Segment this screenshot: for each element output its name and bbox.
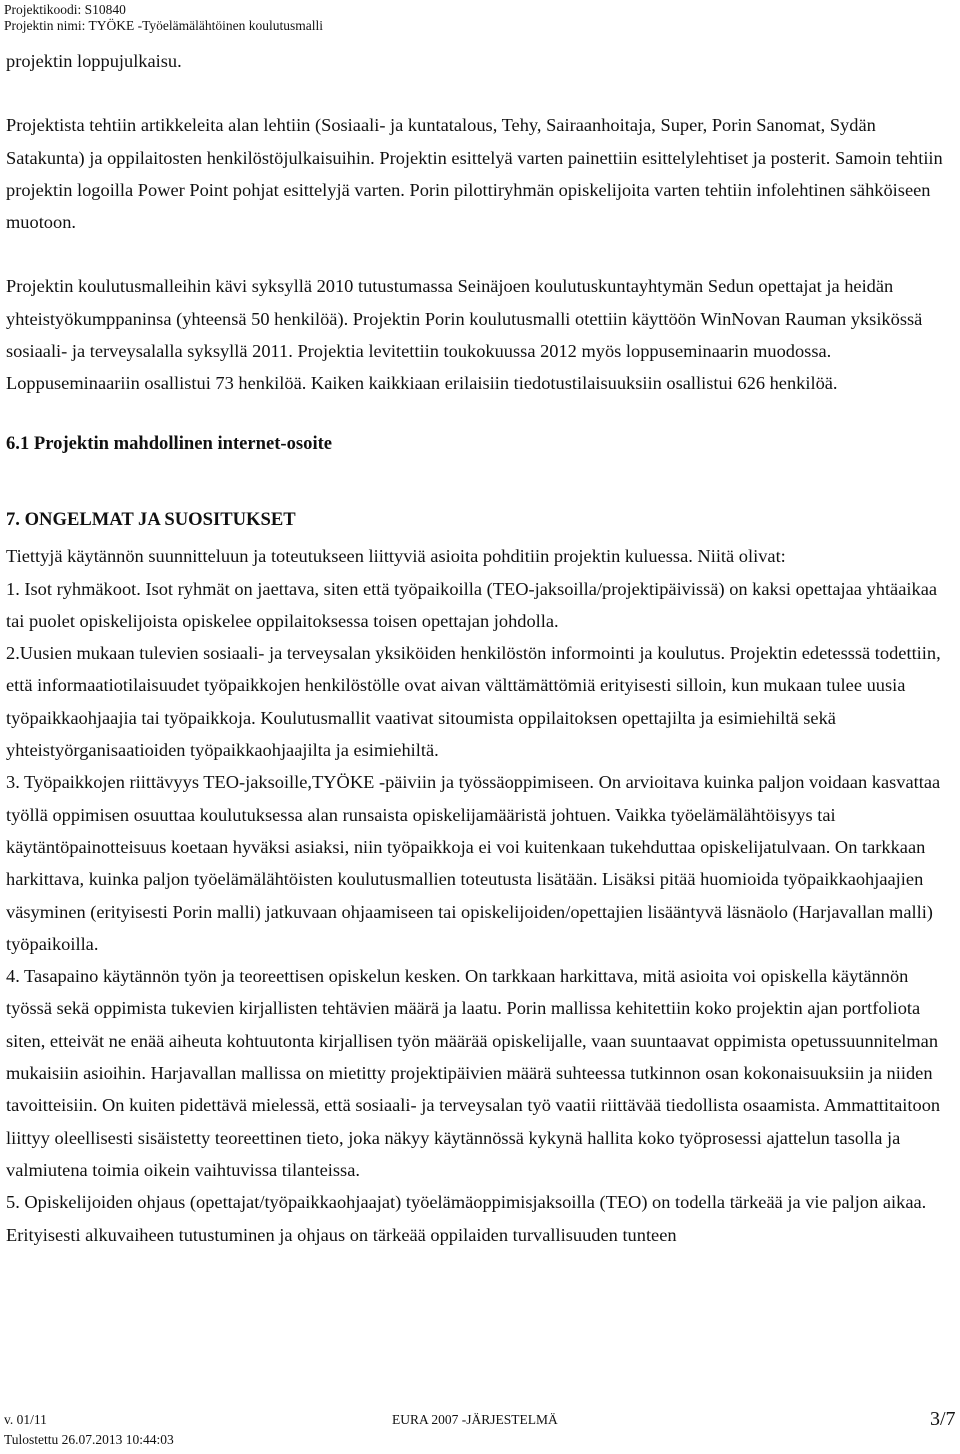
footer-printed-timestamp: Tulostettu 26.07.2013 10:44:03 (4, 1432, 174, 1447)
training-paragraph: Projektin koulutusmalleihin kävi syksyllä 2010 tutustumassa Seinäjoen koulutuskuntayhtymän Sedun opettajat ja heidän yhteistyökumppaninsa (yhteensä 50 henkilöä). Projektin Porin koulutusmalli otettiin käyttöön WinNovan Rauman yksikössä sosiaali- ja terveysalalla syksyllä 2011. Projektia levitettiin toukokuussa 2012 myös loppuseminaarin muodossa. Loppuseminaariin osallistui 73 henkilöä. Kaiken kaikkiaan erilaisiin tiedotustilaisuuksiin osallistui 626 henkilöä. (6, 276, 923, 394)
problem-item-4: 4. Tasapaino käytännön työn ja teoreettisen opiskelun kesken. On tarkkaan harkittava, mitä asioita voi opiskella käytännön työssä sekä oppimista tukevien kirjallisten tehtävien määrä ja laatu. Porin mallissa kehitettiin koko projektin ajan portfoliota siten, etteivät ne enää aiheuta kohtuutonta kirjallisen työn määrää opiskelijalle, vaan suuntaavat oppimista opetussuunnitelman mukaisiin asioihin. Harjavallan mallissa on mietitty projektipäivien määrä suhteessa tutkinnon osan kokonaisuuksiin ja niiden tavoitteisiin. On kuiten pidettävä mielessä, että sosiaali- ja terveysalan työ vaatii riittävää tiedollista osaamista. Ammattitaitoon liittyy oleellisesti sisäistetty teoreettinen tieto, joka näkyy käytännössä kykynä hallita koko työprosessi ajattelun tasolla ja valmiutena toimia oikein vaihtuvissa tilanteissa. (6, 966, 941, 1180)
footer-version: v. 01/11 (4, 1412, 47, 1427)
footer-system-name: EURA 2007 -JÄRJESTELMÄ (392, 1412, 558, 1427)
articles-paragraph: Projektista tehtiin artikkeleita alan lehtiin (Sosiaali- ja kuntatalous, Tehy, Sairaanhoitaja, Super, Porin Sanomat, Sydän Satakunta) ja oppilaitosten henkilöstöjulkaisuihin. Projektin esittelyä varten painettiin esittelylehtiset ja posterit. Samoin tehtiin projektin logoilla Power Point pohjat esittelyjä varten. Porin pilottiryhmän opiskelijoita varten tehtiin infolehtinen sähköiseen muotoon. (6, 115, 943, 233)
page-footer (0, 1408, 960, 1454)
project-name: Projektin nimi: TYÖKE -Työelämälähtöinen koulutusmalli (4, 18, 324, 33)
section-7-heading: 7. ONGELMAT JA SUOSITUKSET (6, 508, 296, 530)
section-6-1-heading: 6.1 Projektin mahdollinen internet-osoite (6, 432, 333, 454)
problem-item-5: 5. Opiskelijoiden ohjaus (opettajat/työpaikkaohjaajat) työelämäoppimisjaksoilla (TEO) on todella tärkeää ja vie paljon aikaa. Erityisesti alkuvaiheen tutustuminen ja ohjaus on tärkeää oppilaiden turvallisuuden tunteen (6, 1192, 927, 1245)
intro-paragraph: projektin loppujulkaisu. (6, 51, 182, 71)
problem-item-2: 2.Uusien mukaan tulevien sosiaali- ja terveysalan yksiköiden henkilöstön informointi ja koulutus. Projektin edetesssä todettiin, että informaatiotilaisuudet työpaikkojen henkilöstölle ovat aivan välttämättömiä erityisesti silloin, kun mukaan tulee uusia työpaikkaohjaajia tai työpaikkoja. Koulutusmallit vaativat sitoumista oppilaitoksen opettajilta ja esimiehiltä sekä yhteistyörganisaatioiden työpaikkaohjaajilta ja esimiehiltä. (6, 643, 941, 761)
footer-page-number: 3/7 (930, 1408, 956, 1430)
problem-item-1: 1. Isot ryhmäkoot. Isot ryhmät on jaettava, siten että työpaikoilla (TEO-jaksoilla/projektipäivissä) on kaksi opettajaa yhtäaikaa tai puolet opiskelijoista opiskelee oppilaitoksessa toisen opettajan johdolla. (6, 578, 938, 631)
project-code: Projektikoodi: S10840 (4, 2, 126, 17)
document-body (6, 45, 954, 1251)
problem-item-3: 3. Työpaikkojen riittävyys TEO-jaksoille,TYÖKE -päiviin ja työssäoppimiseen. On arvioitava kuinka paljon voidaan kasvattaa työllä oppimisen osuuttaa koulutuksessa alan runsaista opiskelijamääristä johtuen. Vaikka työelämälähtöisyys tai käytäntöpainotteisuus koetaan hyväksi asiaksi, niin työpaikkoja ei voi kuitenkaan tukehduttaa opiskelijatulvaan. On tarkkaan harkittava, kuinka paljon työelämälähtöisten koulutusmallien toteutusta lisätään. Lisäksi pitää huomioida työpaikkaohjaajien väsyminen (erityisesti Porin malli) jatkuvaan ohjaamiseen tai opiskelijoiden/opettajien lisääntyvä läsnäolo (Harjavallan malli) työpaikoilla. (6, 772, 941, 954)
page-header (4, 2, 323, 34)
section-7-intro: Tiettyjä käytännön suunnitteluun ja toteutukseen liittyviä asioita pohditiin projektin kuluessa. Niitä olivat: (6, 546, 786, 567)
